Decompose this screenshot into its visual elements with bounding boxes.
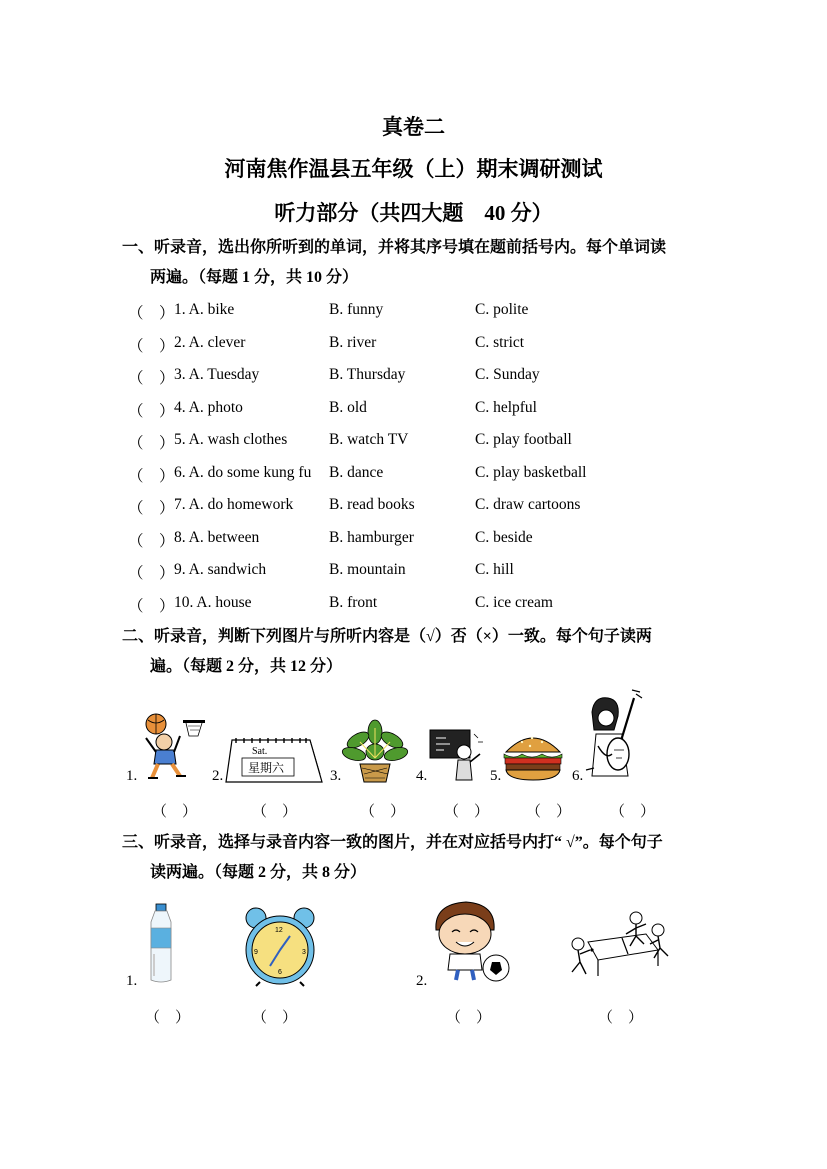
ping-pong-image [564, 906, 674, 982]
s3-num-2: 2. [416, 973, 428, 989]
answer-paren[interactable]: （ ） [128, 337, 175, 355]
clock-num-3: 3 [302, 949, 306, 956]
clock-num-12: 12 [275, 927, 283, 934]
answer-paren[interactable]: （ ） [128, 435, 175, 452]
option-c: C. strict [475, 333, 525, 351]
option-a: 3. A. Tuesday [174, 366, 260, 383]
answer-paren[interactable]: （ ） [128, 565, 175, 582]
calendar-day-text: Sat. [252, 746, 268, 757]
option-b: B. old [329, 398, 367, 416]
section2-line1: 二、听录音，判断下列图片与所听内容是（√）否（×）一致。每个句子读两 [122, 628, 652, 645]
exam-volume-title: 真卷二 [382, 115, 445, 139]
option-a: 7. A. do homework [174, 496, 294, 513]
s2-answer-2[interactable]: （ ） [252, 804, 298, 820]
answer-paren[interactable]: （ ） [128, 370, 175, 387]
calendar-image [224, 734, 324, 786]
option-b: B. river [329, 333, 377, 351]
section1-line1: 一、听录音，选出你所听到的单词，并将其序号填在题前括号内。每个单词读 [122, 239, 667, 256]
list-item [128, 334, 728, 358]
s2-num-1: 1. [126, 768, 138, 784]
list-item [128, 594, 728, 618]
answer-paren[interactable]: （ ） [128, 532, 175, 550]
option-c: C. ice cream [475, 593, 553, 611]
water-bottle-image [146, 904, 176, 984]
option-b: B. front [329, 593, 378, 611]
answer-paren[interactable]: （ ） [128, 402, 175, 420]
answer-paren[interactable]: （ ） [128, 597, 175, 615]
s2-num-2: 2. [212, 768, 224, 784]
option-b: B. mountain [329, 561, 406, 578]
option-c: C. beside [475, 528, 533, 546]
clock-num-6: 6 [278, 969, 282, 976]
list-item [128, 301, 728, 325]
section3-instructions [122, 828, 712, 888]
teacher-blackboard-image [428, 728, 486, 784]
basketball-player-image [136, 712, 206, 782]
option-a: 5. A. wash clothes [174, 431, 288, 448]
option-b: B. watch TV [329, 431, 409, 448]
answer-paren[interactable]: （ ） [128, 305, 175, 322]
option-a: 8. A. between [174, 528, 260, 546]
s3-answer-1a[interactable]: （ ） [145, 1010, 191, 1026]
hamburger-image [502, 728, 564, 782]
option-b: B. hamburger [329, 528, 414, 546]
option-c: C. play football [475, 431, 572, 448]
option-b: B. Thursday [329, 366, 406, 383]
option-a: 9. A. sandwich [174, 561, 267, 578]
potted-plant-image [340, 718, 410, 784]
calendar-cn-text: 星期六 [248, 761, 285, 775]
s2-answer-1[interactable]: （ ） [152, 804, 198, 820]
option-c: C. Sunday [475, 366, 540, 383]
section1-instructions [122, 233, 712, 293]
s2-num-3: 3. [330, 768, 342, 784]
option-a: 2. A. clever [174, 333, 246, 351]
s2-answer-5[interactable]: （ ） [526, 804, 572, 820]
list-item [128, 561, 728, 585]
option-c: C. hill [475, 561, 514, 578]
option-c: C. draw cartoons [475, 496, 581, 513]
s2-answer-3[interactable]: （ ） [360, 804, 406, 820]
option-a: 4. A. photo [174, 398, 243, 416]
s3-answer-2a[interactable]: （ ） [446, 1010, 492, 1026]
section2-instructions [122, 622, 712, 682]
list-item [128, 431, 728, 455]
section3-line2: 读两遍。（每题 2 分，共 8 分） [150, 864, 367, 881]
s3-answer-1b[interactable]: （ ） [252, 1010, 298, 1026]
option-a: 6. A. do some kung fu [174, 463, 312, 481]
s3-answer-2b[interactable]: （ ） [598, 1010, 644, 1026]
answer-paren[interactable]: （ ） [128, 500, 175, 517]
answer-paren[interactable]: （ ） [128, 467, 175, 485]
listening-part-title: 听力部分（共四大题 40 分） [274, 201, 553, 225]
option-b: B. read books [329, 496, 415, 513]
option-a: 1. A. bike [174, 301, 235, 318]
s2-num-6: 6. [572, 768, 584, 784]
section2-line2: 遍。（每题 2 分，共 12 分） [150, 658, 343, 675]
clock-num-9: 9 [254, 949, 258, 956]
alarm-clock-image [240, 908, 320, 986]
list-item [128, 399, 728, 423]
option-a: 10. A. house [174, 593, 252, 611]
option-b: B. funny [329, 301, 384, 318]
s2-answer-4[interactable]: （ ） [444, 804, 490, 820]
list-item [128, 529, 728, 553]
option-b: B. dance [329, 463, 384, 481]
section3-line1: 三、听录音，选择与录音内容一致的图片，并在对应括号内打“ √”。每个句子 [122, 834, 663, 851]
option-c: C. helpful [475, 398, 537, 416]
list-item [128, 366, 728, 390]
s2-num-4: 4. [416, 768, 428, 784]
s2-answer-6[interactable]: （ ） [610, 804, 656, 820]
exam-title: 河南焦作温县五年级（上）期末调研测试 [224, 157, 603, 181]
list-item [128, 496, 728, 520]
list-item [128, 464, 728, 488]
s3-num-1: 1. [126, 973, 138, 989]
s2-num-5: 5. [490, 768, 502, 784]
boy-football-image [428, 900, 512, 984]
option-c: C. play basketball [475, 463, 587, 481]
section1-line2: 两遍。（每题 1 分，共 10 分） [150, 269, 359, 286]
option-c: C. polite [475, 301, 529, 318]
pipa-player-image [584, 690, 646, 782]
